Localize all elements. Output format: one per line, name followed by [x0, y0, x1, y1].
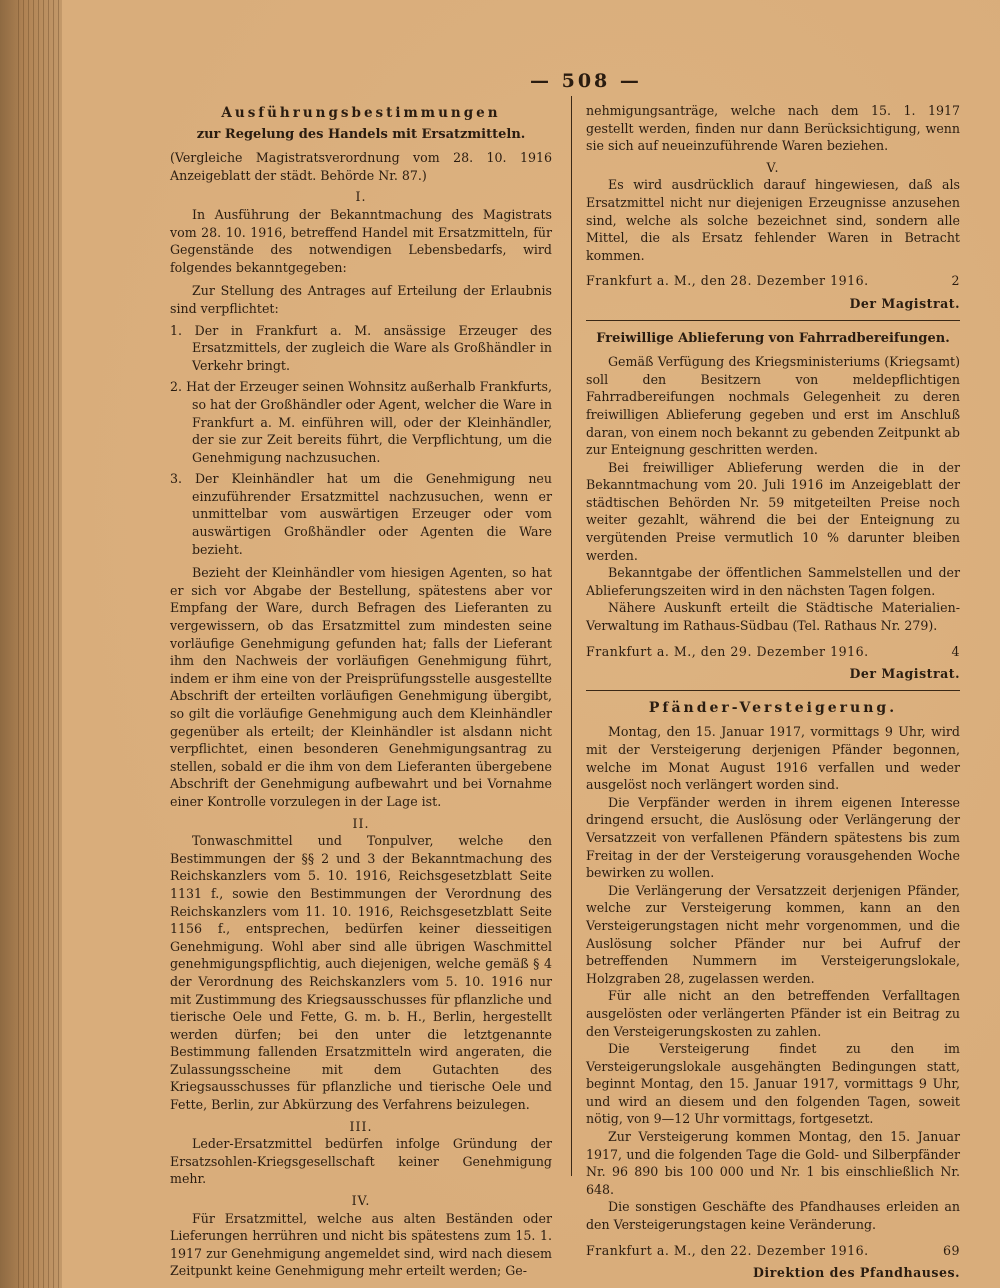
paragraph: Die Verlängerung der Versatzzeit derjenigen Pfänder, welche zur Versteigerung kommen, kann an den Versteigerungstagen nicht mehr vorgenommen, und die Auslösung solcher Pfänder nur bei Aufruf der betreffenden Nummern im Versteigerungslokale, Holzgraben 28, zugelassen werden.	[586, 882, 960, 986]
list-item: 1. Der in Frankfurt a. M. ansässige Erzeuger des Ersatzmittels, der zugleich die Ware als Großhändler in Verkehr bringt.	[170, 322, 552, 373]
dateline	[586, 1242, 960, 1260]
paragraph: Zur Versteigerung kommen Montag, den 15. Januar 1917, und die folgenden Tage die Gold- und Silberpfänder Nr. 96 890 bis 100 000 und Nr. 1 bis einschließlich Nr. 648.	[586, 1129, 960, 1197]
intro-paragraph: In Ausführung der Bekanntmachung des Magistrats vom 28. 10. 1916, betreffend Handel mit Ersatzmitteln, für Gegenstände des notwendigen Lebensbedarfs, wird folgendes bekanntgegeben:	[170, 206, 552, 275]
section-4-heading: IV.	[351, 1193, 371, 1209]
dateline-text: Frankfurt a. M., den 29. Dezember 1916.	[586, 643, 869, 659]
leder-paragraph: Leder-Ersatzmittel bedürfen infolge Gründung der Ersatzsohlen-Kriegsgesellschaft keiner Genehmigung mehr.	[170, 1136, 552, 1187]
list-item: 3. Der Kleinhändler hat um die Genehmigung neu einzuführender Ersatzmittel nachzusuchen, wenn er unmittelbar vom auswärtigen Erzeuger oder vom auswärtigen Großhändler oder Agenten die Ware bezieht.	[170, 471, 552, 557]
left-column	[170, 102, 552, 1280]
signature: Direktion des Pfandhauses.	[753, 1265, 960, 1281]
divider	[586, 690, 960, 691]
article-subtitle: zur Regelung des Handels mit Ersatzmitteln.	[196, 126, 526, 142]
alt-bestaende-paragraph: Für Ersatzmittel, welche aus alten Beständen oder Lieferungen herrühren und nicht bis spätestens zum 15. 1. 1917 zur Genehmigung angemeldet sind, wird nach diesem Zeitpunkt keine Genehmigung mehr erteilt werden; Ge-	[170, 1210, 552, 1279]
column-divider	[571, 96, 572, 1176]
notice-title: Freiwillige Ablieferung von Fahrradbereifungen.	[596, 330, 950, 346]
dateline	[586, 272, 960, 290]
paragraph: Montag, den 15. Januar 1917, vormittags 9 Uhr, wird mit der Versteigerung derjenigen Pfänder begonnen, welche im Monat August 1916 verfallen und weder ausgelöst noch verlängert worden sind.	[586, 724, 960, 793]
signature: Der Magistrat.	[849, 666, 960, 682]
duty-paragraph: Zur Stellung des Antrages auf Erteilung der Erlaubnis sind verpflichtet:	[170, 283, 552, 316]
list-item: 2. Hat der Erzeuger seinen Wohnsitz außerhalb Frankfurts, so hat der Großhändler oder Agent, welcher die Ware in Frankfurt a. M. einführen will, oder der Kleinhändler, der sie zur Zeit bereits führt, die Verpflichtung, um die Genehmigung nachzusuchen.	[170, 379, 552, 465]
paragraph: Die Versteigerung findet zu den im Versteigerungslokale ausgehängten Bedingungen statt, beginnt Montag, den 15. Januar 1917, vormittags 9 Uhr, und wird an diesem und den folgenden Tagen, soweit nötig, von 9—12 Uhr vormittags, fortgesetzt.	[586, 1041, 960, 1127]
notice-title: Pfänder-Versteigerung.	[648, 699, 898, 716]
signature: Der Magistrat.	[849, 295, 960, 311]
page-stack-edges	[18, 0, 62, 1288]
section-2-heading: II.	[352, 815, 370, 831]
dateline-text: Frankfurt a. M., den 28. Dezember 1916.	[586, 273, 869, 289]
paragraph: Die Verpfänder werden in ihrem eigenen Interesse dringend ersucht, die Auslösung oder Verlängerung der Versatzzeit von verfallenen Pfändern spätestens bis zum Freitag in der der Versteigerung vorausgehenden Woche bewirken zu wollen.	[586, 794, 960, 881]
section-5-heading: V.	[766, 159, 780, 175]
paragraph: Nähere Auskunft erteilt die Städtische Materialien-Verwaltung im Rathaus-Südbau (Tel. Rathaus Nr. 279).	[586, 600, 960, 634]
dateline	[586, 643, 960, 661]
paragraph: Für alle nicht an den betreffenden Verfalltagen ausgelösten oder verlängerten Pfänder ist ein Beitrag zu den Versteigerungskosten zu zahlen.	[586, 988, 960, 1039]
paragraph: Bekanntgabe der öffentlichen Sammelstellen und der Ablieferungszeiten wird in den nächsten Tagen folgen.	[586, 565, 960, 598]
paragraph: Gemäß Verfügung des Kriegsministeriums (Kriegsamt) soll den Besitzern von meldepflichtigen Fahrradbereifungen nochmals Gelegenheit zu deren freiwilligen Ablieferung gegeben und erst im Anschluß daran, von einem noch bekannt zu gebenden Zeitpunkt ab zur Enteignung geschritten werden.	[586, 354, 960, 458]
reference-note: (Vergleiche Magistratsverordnung vom 28. 10. 1916 Anzeigeblatt der städt. Behörde Nr. 87.)	[170, 150, 552, 183]
article-title: Ausführungsbestimmungen	[221, 105, 501, 121]
ton-paragraph: Tonwaschmittel und Tonpulver, welche den Bestimmungen der §§ 2 und 3 der Bekanntmachung des Reichskanzlers vom 5. 10. 1916, Reichsgesetzblatt Seite 1131 f., sowie den Bestimmungen der Verordnung des Reichskanzlers vom 11. 10. 1916, Reichsgesetzblatt Seite 1156 f., entsprechen, bedürfen keiner diesseitigen Genehmigung. Wohl aber sind alle übrigen Waschmittel genehmigungspflichtig, auch diejenigen, welche gemäß § 4 der Verordnung des Reichskanzlers vom 5. 10. 1916 nur mit Zustimmung des Kriegsausschusses für pflanzliche und tierische Oele und Fette, G. m. b. H., Berlin, hergestellt werden dürfen; bei den unter die letztgenannte Bestimmung fallenden Ersatzmitteln wird angeraten, die Zulassungsscheine mit dem Gutachten des Kriegsausschusses für pflanzliche und tierische Oele und Fette, Berlin, zur Abkürzung des Verfahrens beizulegen.	[170, 833, 552, 1113]
continued-paragraph: nehmigungsanträge, welche nach dem 15. 1. 1917 gestellt werden, finden nur dann Berücksichtigung, wenn sie sich auf neueinzuführende Waren beziehen.	[586, 103, 960, 154]
paragraph: Die sonstigen Geschäfte des Pfandhauses erleiden an den Versteigerungstagen keine Veränderung.	[586, 1199, 960, 1233]
section-1-heading: I.	[355, 189, 367, 205]
paragraph: Bei freiwilliger Ablieferung werden die in der Bekanntmachung vom 20. Juli 1916 im Anzeigeblatt der städtischen Behörden Nr. 59 mitgeteilten Preise noch weiter gezahlt, während die bei der Enteignung zu vergütenden Preise vermutlich 10 % darunter bleiben werden.	[586, 459, 960, 563]
section-3-heading: III.	[349, 1118, 373, 1134]
agent-paragraph: Bezieht der Kleinhändler vom hiesigen Agenten, so hat er sich vor Abgabe der Bestellung, spätestens aber vor Empfang der Ware, durch Befragen des Lieferanten zu vergewissern, ob das Ersatzmittel zum mindesten seine vorläufige Genehmigung gefunden hat; falls der Lieferant ihm den Nachweis der vorläufigen Genehmigung führt, indem er ihm eine von der Preisprüfungsstelle ausgestellte Abschrift der erteilten vorläufigen Genehmigung übergibt, so gilt die vorläufige Genehmigung auch dem Kleinhändler gegenüber als erteilt; der Kleinhändler ist alsdann nicht verpflichtet, einen besonderen Genehmigungsantrag zu stellen, sobald er die ihm von dem Lieferanten übergebene Abschrift der Genehmigung aufbewahrt und bei Vornahme einer Kontrolle vorzulegen in der Lage ist.	[170, 565, 552, 809]
page-number: — 508 —	[530, 70, 642, 92]
divider	[586, 320, 960, 321]
dateline-text: Frankfurt a. M., den 22. Dezember 1916.	[586, 1242, 869, 1258]
hinweis-paragraph: Es wird ausdrücklich darauf hingewiesen, daß als Ersatzmittel nicht nur diejenigen Erzeugnisse anzusehen sind, welche als solche bezeichnet sind, sondern alle Mittel, die als Ersatz fehlender Waren in Betracht kommen.	[586, 177, 960, 263]
right-column	[586, 102, 960, 1282]
notice-number: 2	[951, 273, 960, 289]
notice-number: 4	[951, 643, 960, 659]
notice-number: 69	[942, 1242, 960, 1258]
